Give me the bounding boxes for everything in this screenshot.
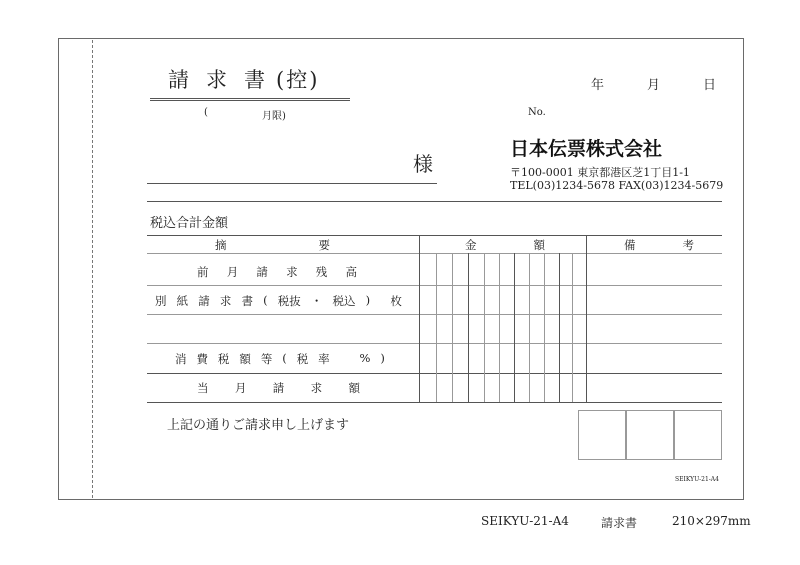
row-separate-invoices: 別 紙 請 求 書 ( 税抜 ・ 税込 ) 枚 — [155, 293, 402, 308]
header-amount: 金 額 — [465, 238, 545, 252]
company-name: 日本伝票株式会社 — [510, 138, 663, 160]
table-top-line — [147, 235, 722, 236]
total-top-line — [147, 201, 722, 202]
table-bottom-line — [147, 402, 722, 403]
company-phone: TEL(03)1234-5678 FAX(03)1234-5679 — [510, 179, 724, 192]
caption-code: SEIKYU-21-A4 — [481, 514, 569, 528]
caption-size: 210×297mm — [672, 514, 751, 528]
recipient-sama: 様 — [413, 152, 433, 176]
column-line — [586, 235, 587, 402]
column-line — [419, 235, 420, 402]
header-description: 摘 要 — [215, 238, 330, 252]
closing-text: 上記の通りご請求申し上げます — [167, 418, 350, 433]
digit-line — [468, 253, 469, 402]
row-line — [147, 343, 722, 344]
digit-line — [572, 253, 573, 402]
perforation-line — [92, 40, 93, 498]
company-address: 〒100-0001 東京都港区芝1丁目1-1 — [510, 166, 690, 179]
row-consumption-tax: 消 費 税 額 等 ( 税 率 % ) — [175, 351, 385, 366]
digit-line — [499, 253, 500, 402]
digit-line — [436, 253, 437, 402]
stamp-box — [626, 410, 674, 460]
digit-line — [529, 253, 530, 402]
date-day: 日 — [703, 78, 717, 93]
stamp-box — [578, 410, 626, 460]
digit-line — [514, 253, 515, 402]
title-char: 請 — [168, 68, 191, 92]
table-header-line — [147, 253, 722, 254]
header-notes: 備 考 — [624, 238, 694, 252]
digit-line — [452, 253, 453, 402]
deadline-open: ( — [204, 107, 208, 118]
total-label: 税込合計金額 — [150, 216, 229, 231]
recipient-line — [147, 183, 437, 184]
digit-line — [484, 253, 485, 402]
deadline-label: 月限) — [262, 111, 286, 122]
row-current-invoice: 当 月 請 求 額 — [197, 381, 360, 395]
form-code-small: SEIKYU-21-A4 — [675, 476, 719, 483]
date-month: 月 — [647, 78, 661, 93]
number-label: No. — [528, 107, 546, 118]
date-year: 年 — [591, 78, 605, 93]
row-line — [147, 373, 722, 374]
title-char: 書 — [244, 68, 267, 92]
row-line — [147, 285, 722, 286]
stamp-box — [674, 410, 722, 460]
row-line — [147, 314, 722, 315]
title-char: (控) — [276, 68, 320, 92]
digit-line — [559, 253, 560, 402]
title-char: 求 — [206, 68, 229, 92]
form-title — [150, 62, 350, 101]
digit-line — [544, 253, 545, 402]
row-prev-balance: 前 月 請 求 残 高 — [197, 265, 357, 279]
caption-name: 請求書 — [601, 516, 638, 530]
